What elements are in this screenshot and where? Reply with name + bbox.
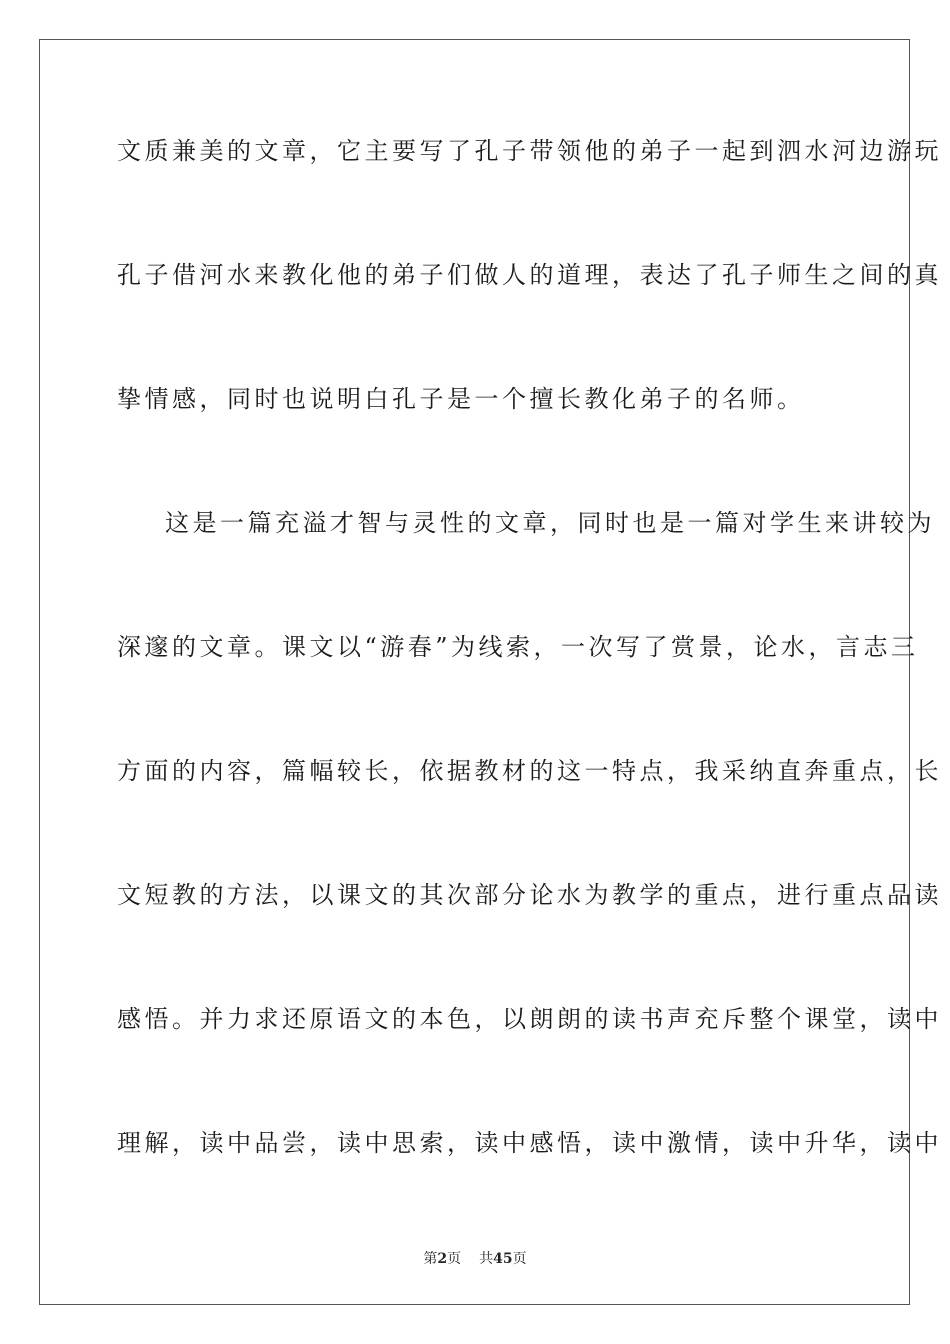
- total-prefix: 共: [479, 1251, 494, 1267]
- page-prefix: 第: [423, 1251, 438, 1267]
- body-text-line: 感悟。并力求还原语文的本色，以朗朗的读书声充斥整个课堂，读中: [117, 1005, 942, 1033]
- body-text-line: 文质兼美的文章，它主要写了孔子带领他的弟子一起到泗水河边游玩: [117, 137, 942, 165]
- body-text-line: 方面的内容，篇幅较长，依据教材的这一特点，我采纳直奔重点，长: [117, 757, 942, 785]
- paragraph-first-line: 这是一篇充溢才智与灵性的文章，同时也是一篇对学生来讲较为: [165, 509, 935, 537]
- body-text-line: 文短教的方法，以课文的其次部分论水为教学的重点，进行重点品读: [117, 881, 942, 909]
- page-suffix: 页: [447, 1251, 462, 1267]
- body-text-line: 理解，读中品尝，读中思索，读中感悟，读中激情，读中升华，读中: [117, 1129, 942, 1157]
- page-border: [39, 39, 942, 1305]
- total-pages: 45: [493, 1251, 513, 1267]
- body-text-line: 深邃的文章。课文以“游春”为线索，一次写了赏景，论水，言志三: [117, 633, 919, 661]
- page-number: 2: [437, 1251, 448, 1267]
- body-text-line: 孔子借河水来教化他的弟子们做人的道理，表达了孔子师生之间的真: [117, 261, 942, 289]
- body-text-line: 挚情感，同时也说明白孔子是一个擅长教化弟子的名师。: [117, 385, 805, 413]
- page-footer: [0, 1248, 950, 1268]
- total-suffix: 页: [512, 1251, 527, 1267]
